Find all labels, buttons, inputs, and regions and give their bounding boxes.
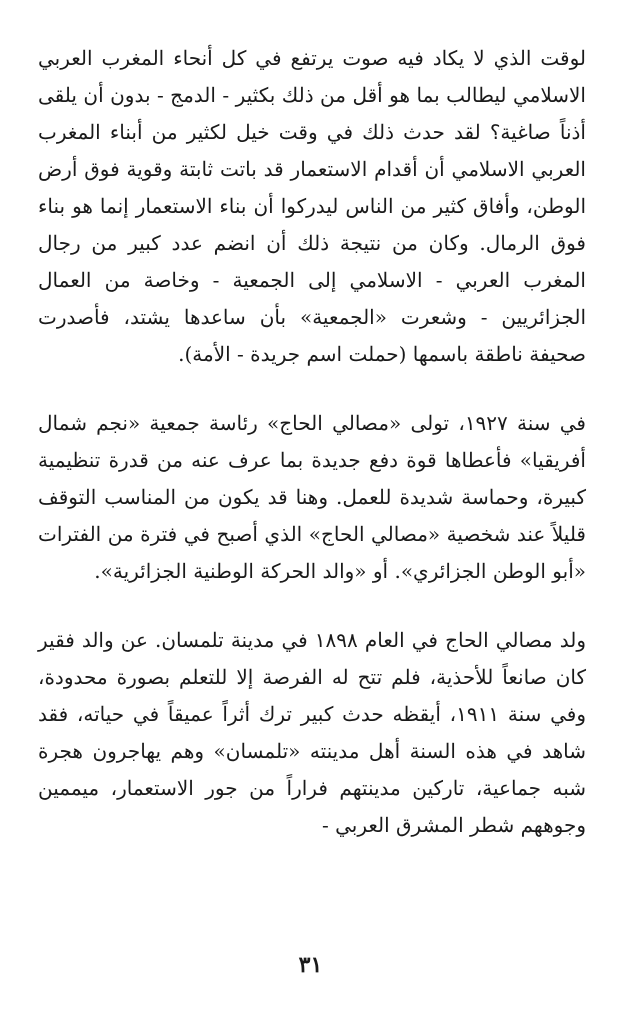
page-number: ٣١ (298, 952, 323, 978)
paragraph-messali-biography: ولد مصالي الحاج في العام ١٨٩٨ في مدينة تلمسان. عن والد فقير كان صانعاً للأحذية، فلم تتح له الفرصة إلا للتعلم بصورة محدودة، وفي سنة ١٩١١، أيقظه حدث كبير ترك أثراً عميقاً في حياته، فقد شاهد في هذه السنة أهل مدينته «تلمسان» وهم يهاجرون هجرة شبه جماعية، تاركين مدينتهم فراراً من جور الاستعمار، ميممين وجوههم شطر المشرق العربي - (38, 628, 587, 837)
paragraph-continuation: لوقت الذي لا يكاد فيه صوت يرتفع في كل أنحاء المغرب العربي الاسلامي ليطالب بما هو أقل من ذلك بكثير - الدمج - بدون أن يلقى أذناً صاغية؟ لقد حدث ذلك في وقت خيل لكثير من أبناء المغرب العربي الاسلامي أن أقدام الاستعمار قد باتت ثابتة وقوية فوق أرض الوطن، وأفاق كثير من الناس ليدركوا أن بناء الاستعمار إنما هو بناء فوق الرمال. وكان من نتيجة ذلك أن انضم عدد كبير من رجال المغرب العربي - الاسلامي إلى الجمعية - وخاصة من العمال الجزائريين - وشعرت «الجمعية» بأن ساعدها يشتد، فأصدرت صحيفة ناطقة باسمها (حملت اسم جريدة - الأمة). (38, 46, 586, 366)
paragraph-messali-presidency: في سنة ١٩٢٧، تولى «مصالي الحاج» رئاسة جمعية «نجم شمال أفريقيا» فأعطاها قوة دفع جديدة بما عرف عنه من قدرة تنظيمية كبيرة، وحماسة شديدة للعمل. وهنا قد يكون من المناسب التوقف قليلاً عند شخصية «مصالي الحاج» الذي أصبح في فترة من الفترات «أبو الوطن الجزائري». أو «والد الحركة الوطنية الجزائرية». (38, 411, 586, 583)
book-page-text (38, 40, 586, 844)
